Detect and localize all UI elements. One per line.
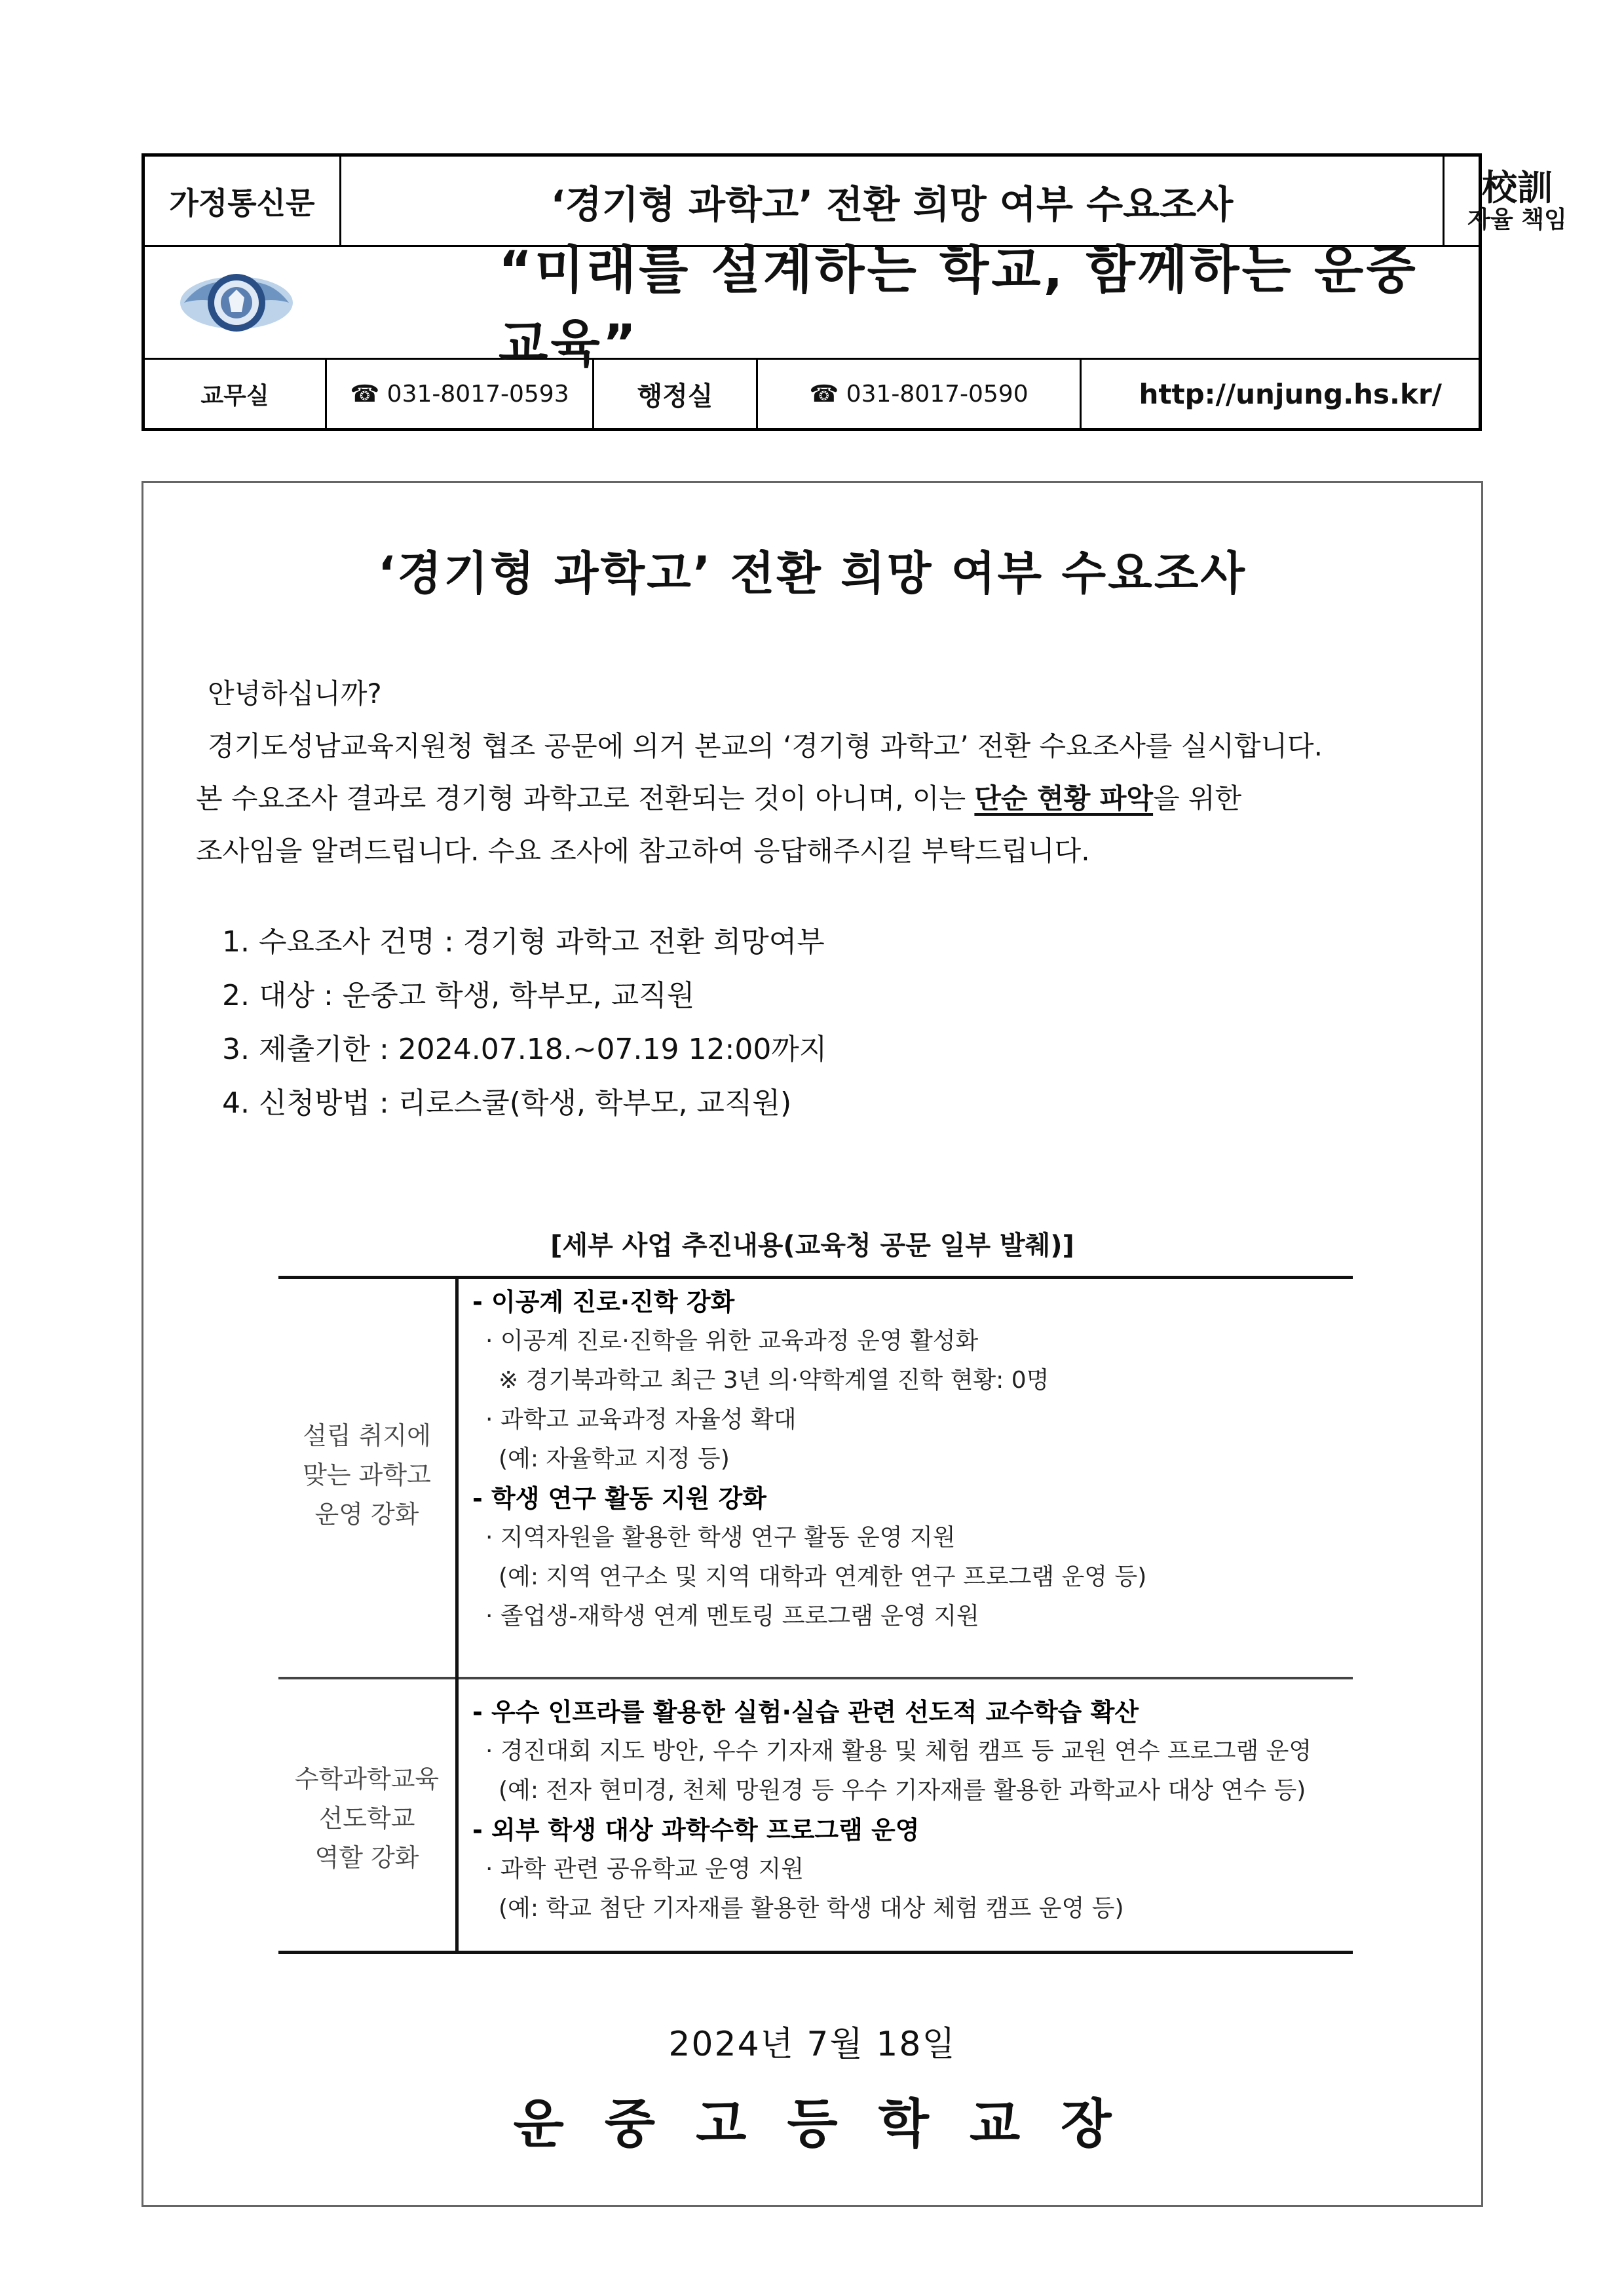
school-slogan: “미래를 설계하는 학교, 함께하는 운중 교육” — [499, 240, 1418, 373]
row2-content: - 우수 인프라를 활용한 실험·실습 관련 선도적 교수학습 확산 · 경진대회 지도 방안, 우수 기자재 활용 및 체험 캠프 등 교원 연수 프로그램 운영 (예: 전자 현미경, 천체 망원경 등 우수 기자재를 활용한 과학교사 대상 연수 등) - 외부 학생 대상 과학수학 프로그램 운영 · 과학 관련 공유학교 운영 지원 (예: 학교 첨단 기자재를 활용한 학생 대상 체험 캠프 운영 등) — [472, 1698, 1312, 1922]
school-emblem-icon — [171, 247, 302, 358]
list-item: 2. 대상 : 운중고 학생, 학부모, 교직원 — [222, 979, 695, 1012]
project-details-table — [278, 1276, 1353, 1953]
greeting: 안녕하십니까? — [208, 678, 382, 710]
motto-text: 자율 책임 — [1467, 206, 1567, 234]
intro-line-1: 경기도성남교육지원청 협조 공문에 의거 본교의 ‘경기형 과학고’ 전환 수요조사를 실시합니다. — [208, 730, 1323, 762]
notice-body — [142, 481, 1483, 2207]
intro-line-3: 조사임을 알려드립니다. 수요 조사에 참고하여 응답해주시길 부탁드립니다. — [196, 835, 1090, 867]
table-top-border — [278, 1276, 1353, 1279]
table-bottom-border — [278, 1951, 1353, 1954]
emphasis-text: 단순 현황 파악 — [974, 782, 1154, 814]
school-website-link[interactable]: http://unjung.hs.kr/ — [1139, 377, 1442, 410]
survey-details-list — [222, 915, 827, 1130]
office2-phone: ☎ 031-8017-0590 — [758, 360, 1082, 428]
category-label: 가정통신문 — [145, 157, 341, 245]
issue-date: 2024년 7월 18일 — [668, 2025, 956, 2064]
intro-line-2: 본 수요조사 결과로 경기형 과학고로 전환되는 것이 아니며, 이는 단순 현황 파악을 위한 — [196, 782, 1242, 814]
intro-paragraph — [196, 668, 1441, 877]
row1-label: 설립 취지에 맞는 과학고 운영 강화 — [303, 1421, 431, 1529]
newsletter-header — [142, 153, 1567, 431]
office2-label: 행정실 — [594, 360, 758, 428]
header-row-contacts — [145, 360, 1479, 428]
table-column-divider — [455, 1276, 459, 1953]
table-caption: [세부 사업 추진내용(교육청 공문 일부 발췌)] — [550, 1231, 1074, 1261]
header-doc-title: ‘경기형 과학고’ 전환 희망 여부 수요조사 — [341, 157, 1445, 245]
row1-content: - 이공계 진로·진학 강화 · 이공계 진로·진학을 위한 교육과정 운영 활성화 ※ 경기북과학고 최근 3년 의·약학계열 진학 현황: 0명 · 과학고 교육과정 자율성 확대 (예: 자율학교 지정 등) - 학생 연구 활동 지원 강화 · 지역자원을 활용한 학생 연구 활동 운영 지원 (예: 지역 연구소 및 지역 대학과 연계한 연구 프로그램 운영 등) · 졸업생-재학생 연계 멘토링 프로그램 운영 지원 — [472, 1288, 1147, 1630]
school-principal-signature: 운중고등학교장 — [513, 2094, 1152, 2154]
list-item: 1. 수요조사 건명 : 경기형 과학고 전환 희망여부 — [222, 925, 825, 959]
office1-label: 교무실 — [145, 360, 327, 428]
header-row-slogan — [145, 240, 1479, 373]
motto-label: 校訓 — [1482, 167, 1553, 208]
list-item: 4. 신청방법 : 리로스쿨(학생, 학부모, 교직원) — [222, 1086, 792, 1120]
list-item: 3. 제출기한 : 2024.07.18.~07.19 12:00까지 — [222, 1033, 827, 1066]
row2-label: 수학과학교육 선도학교 역할 강화 — [294, 1765, 440, 1872]
page-title: ‘경기형 과학고’ 전환 희망 여부 수요조사 — [378, 546, 1247, 600]
table-row-divider — [278, 1677, 1353, 1679]
office1-phone: ☎ 031-8017-0593 — [327, 360, 594, 428]
